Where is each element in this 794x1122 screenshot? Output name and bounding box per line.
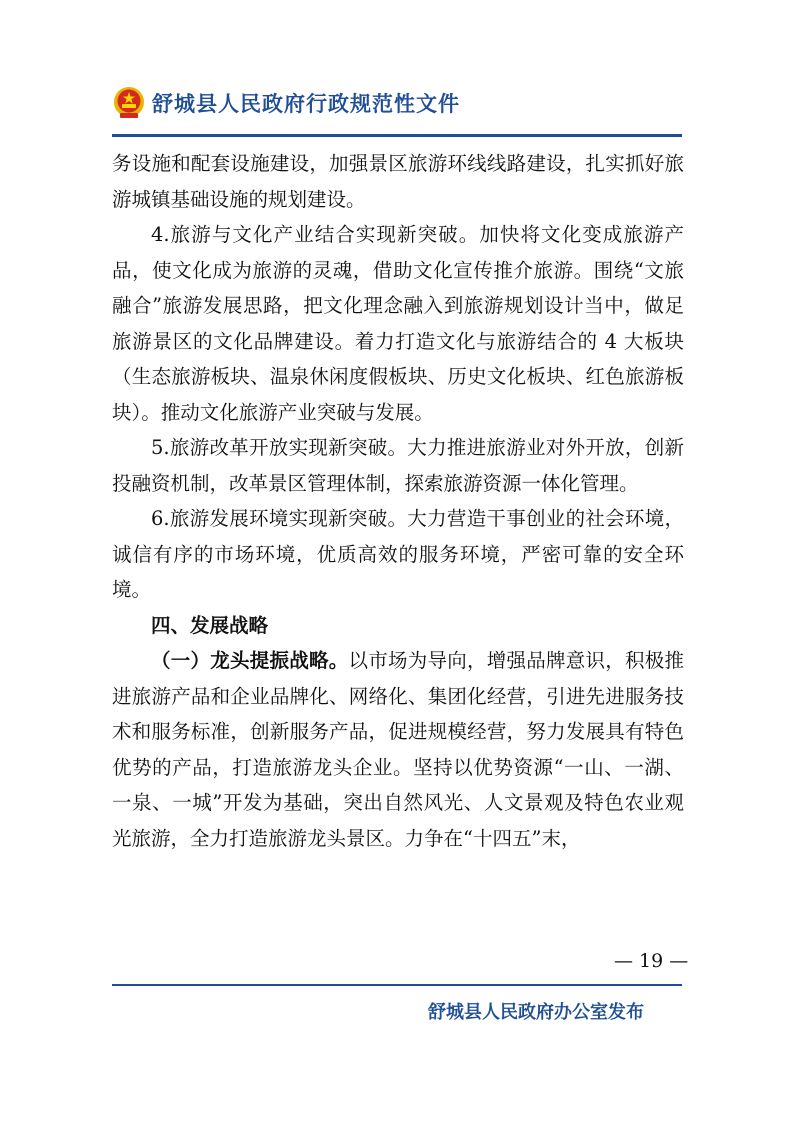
header-divider	[112, 134, 682, 137]
paragraph-environment: 6.旅游发展环境实现新突破。大力营造干事创业的社会环境，诚信有序的市场环境，优质高效的服务环境，严密可靠的安全环境。	[112, 507, 684, 601]
header-title: 舒城县人民政府行政规范性文件	[152, 92, 460, 116]
paragraph-culture-tourism: 4.旅游与文化产业结合实现新突破。加快将文化变成旅游产品，使文化成为旅游的灵魂，借助文化宣传推介旅游。围绕“文旅融合”旅游发展思路，把文化理念融入到旅游规划设计当中，做足旅游景区的文化品牌建设。着力打造文化与旅游结合的 4 大板块（生态旅游板块、温泉休闲度假板块、历史文化板块、红色旅游板块）。推动文化旅游产业突破与发展。	[112, 223, 684, 424]
document-body	[112, 146, 684, 856]
document-header	[112, 86, 682, 134]
section-heading: 四、发展战略	[151, 613, 269, 637]
footer-publisher: 舒城县人民政府办公室发布	[428, 1002, 644, 1023]
paragraph-leading-strategy	[112, 643, 684, 856]
page-number: — 19 —	[614, 950, 689, 972]
strategy-text: 以市场为导向，增强品牌意识，积极推进旅游产品和企业品牌化、网络化、集团化经营，引进先进服务技术和服务标准，创新服务产品，促进规模经营，努力发展具有特色优势的产品，打造旅游龙头企业。坚持以优势资源“一山、一湖、一泉、一城”开发为基础，突出自然风光、人文景观及特色农业观光旅游，全力打造旅游龙头景区。力争在“十四五”末，	[112, 649, 684, 850]
paragraph-reform-opening: 5.旅游改革开放实现新突破。大力推进旅游业对外开放，创新投融资机制，改革景区管理体制，探索旅游资源一体化管理。	[112, 436, 684, 495]
national-emblem-icon	[112, 86, 146, 120]
footer-divider	[112, 984, 682, 986]
paragraph-continued: 务设施和配套设施建设，加强景区旅游环线线路建设，扎实抓好旅游城镇基础设施的规划建设。	[112, 152, 684, 211]
strategy-lead: （一）龙头提振战略。	[151, 649, 349, 672]
